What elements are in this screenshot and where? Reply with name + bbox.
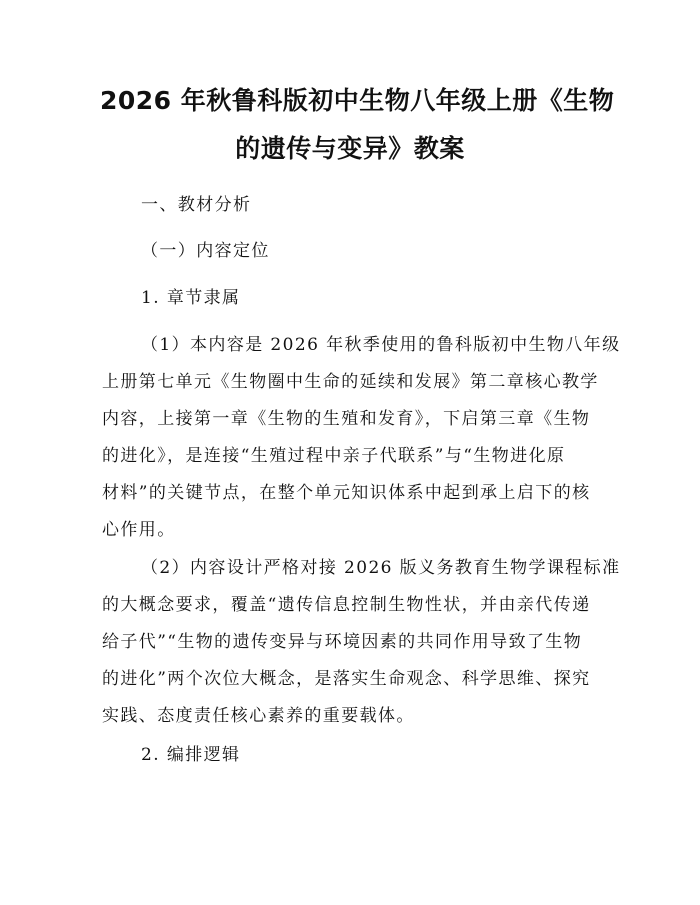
item-heading-chapter-affiliation: 1. 章节隶属 [141,288,241,308]
paragraph-line: 内容，上接第一章《生物的生殖和发育》，下启第三章《生物 [102,409,591,429]
paragraph-line: 的进化”两个次位大概念，是落实生命观念、科学思维、探究 [102,669,591,689]
paragraph-chapter-affiliation-1 [102,334,621,556]
subsection-heading-content-positioning: （一）内容定位 [141,241,270,261]
paragraph-line: 的进化》，是连接“生殖过程中亲子代联系”与“生物进化原 [102,446,566,466]
paragraph-line: （1）本内容是 2026 年秋季使用的鲁科版初中生物八年级 [141,335,621,355]
paragraph-line: 给子代”“生物的遗传变异与环境因素的共同作用导致了生物 [102,632,583,652]
paragraph-line: （2）内容设计严格对接 2026 版义务教育生物学课程标准 [141,558,621,578]
document-title-line-2: 的遗传与变异》教案 [235,134,465,163]
paragraph-line: 的大概念要求，覆盖“遗传信息控制生物性状，并由亲代传递 [102,595,591,615]
section-heading-textbook-analysis: 一、教材分析 [141,195,252,215]
paragraph-line: 材料”的关键节点，在整个单元知识体系中起到承上启下的核 [102,483,591,503]
paragraph-line: 心作用。 [102,520,176,540]
paragraph-line: 上册第七单元《生物圈中生命的延续和发展》第二章核心教学 [102,372,599,392]
paragraph-line: 实践、态度责任核心素养的重要载体。 [102,706,415,726]
item-heading-arrangement-logic: 2. 编排逻辑 [141,745,241,765]
document-title-line-1: 2026 年秋鲁科版初中生物八年级上册《生物 [100,86,615,115]
paragraph-chapter-affiliation-2 [102,557,621,742]
